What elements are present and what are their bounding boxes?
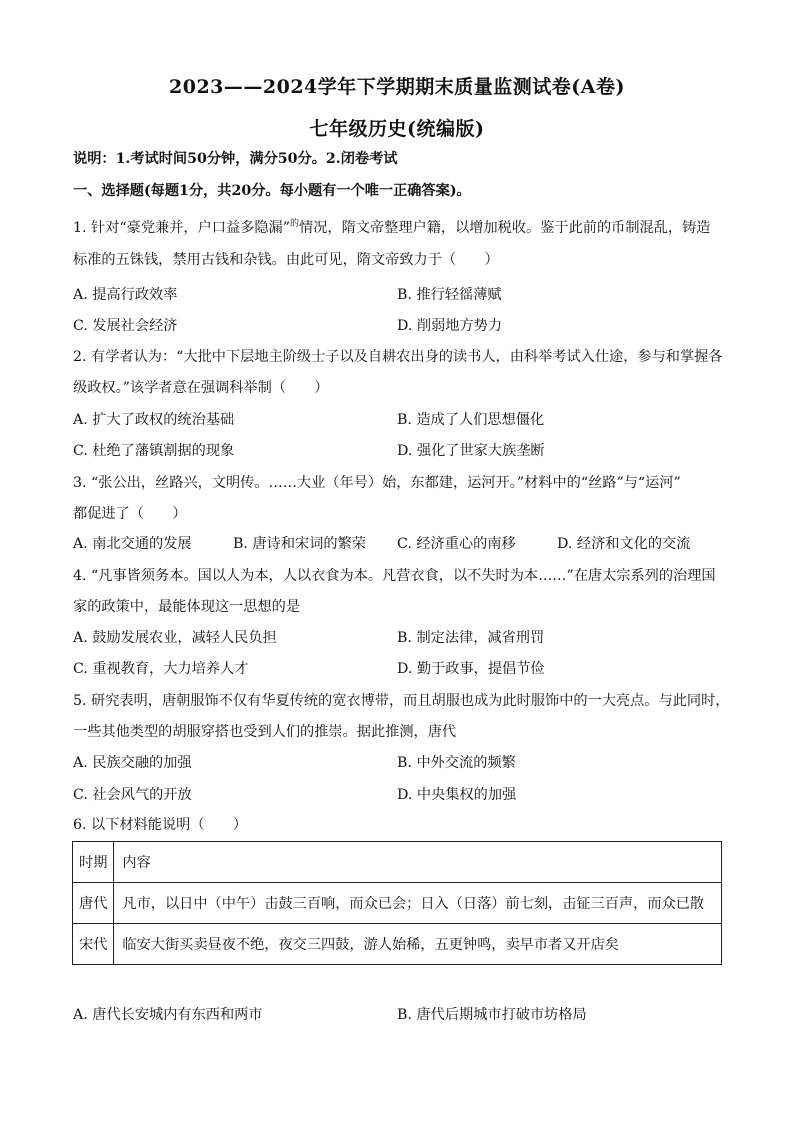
question-4-stem-line-2: 家的政策中，最能体现这一思想的是 xyxy=(73,599,301,615)
question-1-stem-line-2: 标准的五铢钱，禁用古钱和杂钱。由此可见，隋文帝致力于（ ） xyxy=(73,252,499,268)
question-3-option-d[interactable]: D. 经济和文化的交流 xyxy=(557,536,691,552)
question-1-stem-line-1: 1. 针对“豪党兼并，户口益多隐漏”$^的$情况，隋文帝整理户籍，以增加税收。鉴于此前的币制混乱，铸造 xyxy=(73,219,711,236)
question-1-option-d[interactable]: D. 削弱地方势力 xyxy=(397,318,503,334)
question-6-option-a[interactable]: A. 唐代长安城内有东西和两市 xyxy=(73,1007,263,1023)
question-4-option-d[interactable]: D. 勤于政事，提倡节俭 xyxy=(397,661,545,677)
question-2-stem-line-1: 2. 有学者认为：“大批中下层地主阶级士子以及自耕农出身的读书人，由科举考试入仕途，参与和掌握各 xyxy=(73,349,723,365)
table-header-content: 内容 xyxy=(114,842,722,883)
question-4-stem-line-1: 4. “凡事皆须务本。国以人为本，人以衣食为本。凡营衣食，以不失时为本……”在唐太宗系列的治理国 xyxy=(73,568,716,584)
question-3-option-c[interactable]: C. 经济重心的南移 xyxy=(397,536,516,552)
table-cell-period: 宋代 xyxy=(73,924,114,965)
superscript-note: 的 xyxy=(290,219,300,229)
table-row xyxy=(73,924,722,965)
section-heading: 一、选择题(每题1分，共20分。每小题有一个唯一正确答案)。 xyxy=(73,183,471,199)
exam-instructions: 说明：1.考试时间50分钟，满分50分。2.闭卷考试 xyxy=(73,151,398,167)
question-4-option-c[interactable]: C. 重视教育，大力培养人才 xyxy=(73,661,249,677)
page-title: 2023——2024学年下学期期末质量监测试卷(A卷) xyxy=(169,76,625,98)
question-3-stem-line-2: 都促进了（ ） xyxy=(73,506,187,522)
question-5-stem-line-1: 5. 研究表明，唐朝服饰不仅有华夏传统的宽衣博带，而且胡服也成为此时服饰中的一大亮点。与此同时， xyxy=(73,693,730,709)
question-5-option-b[interactable]: B. 中外交流的频繁 xyxy=(397,755,516,771)
table-row xyxy=(73,883,722,924)
table-header-period: 时期 xyxy=(73,842,114,883)
question-1-option-b[interactable]: B. 推行轻徭薄赋 xyxy=(397,287,502,303)
table-cell-content: 凡市，以日中（中午）击鼓三百响，而众已会；日入（日落）前七刻，击钲三百声，而众已散 xyxy=(114,883,722,924)
question-2-option-d[interactable]: D. 强化了世家大族垄断 xyxy=(397,443,545,459)
table-cell-content: 临安大街买卖昼夜不绝，夜交三四鼓，游人始稀，五更钟鸣，卖早市者又开店矣 xyxy=(114,924,722,965)
material-table xyxy=(72,841,722,965)
question-5-stem-line-2: 一些其他类型的胡服穿搭也受到人们的推崇。据此推测，唐代 xyxy=(73,724,457,740)
question-3-option-a[interactable]: A. 南北交通的发展 xyxy=(73,536,192,552)
question-6-stem: 6. 以下材料能说明（ ） xyxy=(73,817,248,833)
question-2-option-c[interactable]: C. 杜绝了藩镇割据的现象 xyxy=(73,443,235,459)
question-5-option-d[interactable]: D. 中央集权的加强 xyxy=(397,787,517,803)
question-6-option-b[interactable]: B. 唐代后期城市打破市坊格局 xyxy=(397,1007,587,1023)
question-1-option-a[interactable]: A. 提高行政效率 xyxy=(73,287,178,303)
question-3-option-b[interactable]: B. 唐诗和宋词的繁荣 xyxy=(233,536,366,552)
question-5-option-c[interactable]: C. 社会风气的开放 xyxy=(73,787,192,803)
table-cell-period: 唐代 xyxy=(73,883,114,924)
question-5-option-a[interactable]: A. 民族交融的加强 xyxy=(73,755,192,771)
question-2-option-b[interactable]: B. 造成了人们思想僵化 xyxy=(397,412,545,428)
page-subtitle: 七年级历史(统编版) xyxy=(309,118,485,140)
table-header-row xyxy=(73,842,722,883)
question-2-stem-line-2: 级政权。”该学者意在强调科举制（ ） xyxy=(73,380,329,396)
question-1-option-c[interactable]: C. 发展社会经济 xyxy=(73,318,178,334)
question-4-option-a[interactable]: A. 鼓励发展农业，减轻人民负担 xyxy=(73,630,277,646)
question-2-option-a[interactable]: A. 扩大了政权的统治基础 xyxy=(73,412,235,428)
question-4-option-b[interactable]: B. 制定法律，减省刑罚 xyxy=(397,630,545,646)
question-3-stem-line-1: 3. “张公出，丝路兴，文明传。……大业（年号）始，东都建，运河开。”材料中的“丝路”与“运河” xyxy=(73,475,681,491)
